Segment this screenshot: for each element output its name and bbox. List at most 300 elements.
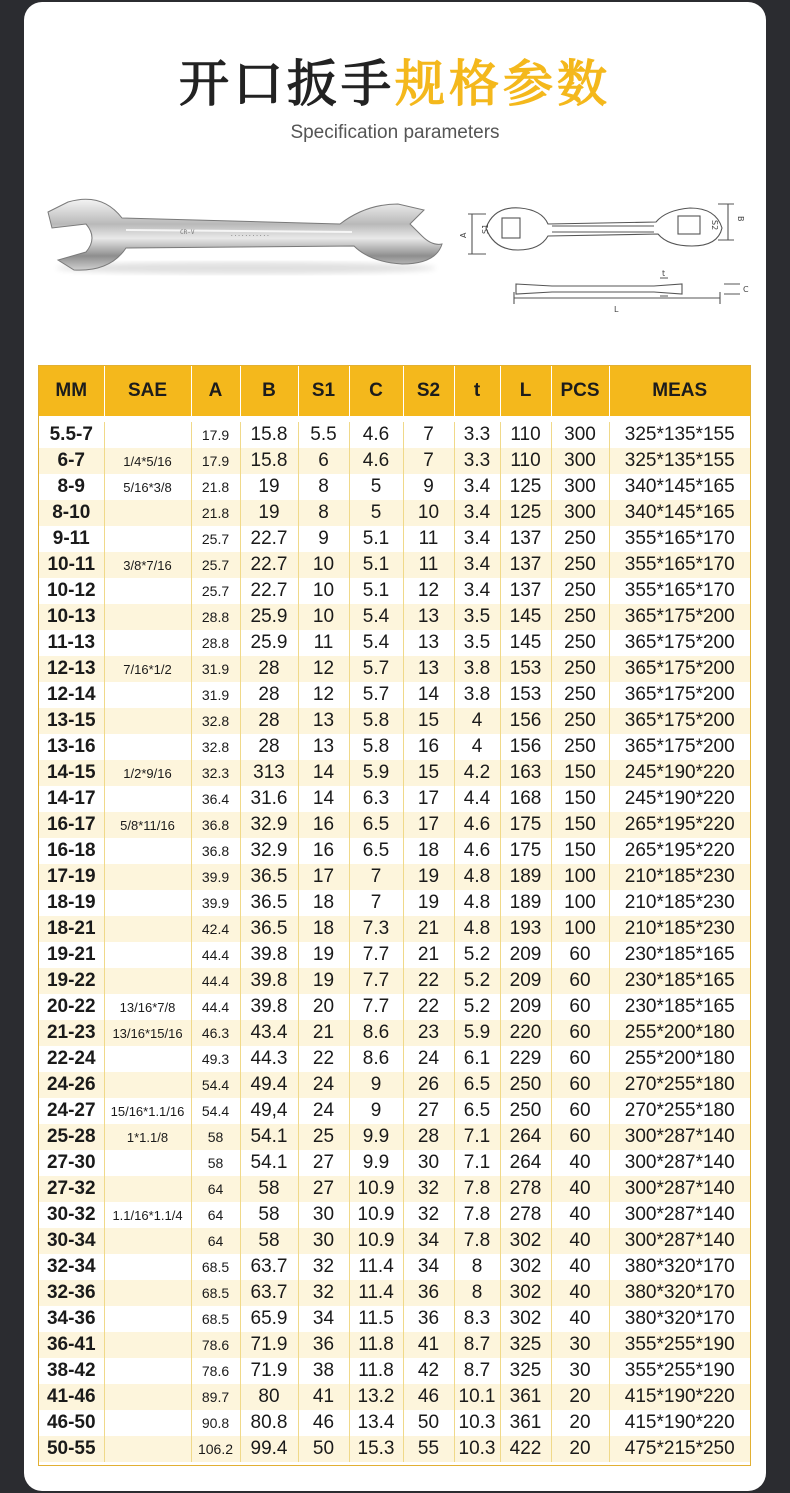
cell-l: 175 bbox=[500, 838, 551, 864]
cell-s2: 7 bbox=[403, 448, 454, 474]
cell-c: 9.9 bbox=[349, 1150, 403, 1176]
cell-t: 8.3 bbox=[454, 1306, 500, 1332]
cell-s2: 24 bbox=[403, 1046, 454, 1072]
cell-l: 302 bbox=[500, 1228, 551, 1254]
cell-a: 64 bbox=[191, 1176, 240, 1202]
cell-b: 31.6 bbox=[240, 786, 298, 812]
cell-t: 3.5 bbox=[454, 630, 500, 656]
cell-mm: 6-7 bbox=[39, 448, 104, 474]
cell-pcs: 30 bbox=[551, 1358, 609, 1384]
cell-sae bbox=[104, 422, 191, 448]
cell-t: 6.1 bbox=[454, 1046, 500, 1072]
cell-c: 9 bbox=[349, 1072, 403, 1098]
cell-mm: 21-23 bbox=[39, 1020, 104, 1046]
cell-l: 189 bbox=[500, 864, 551, 890]
cell-pcs: 100 bbox=[551, 864, 609, 890]
cell-sae bbox=[104, 890, 191, 916]
cell-sae bbox=[104, 1254, 191, 1280]
cell-mm: 10-13 bbox=[39, 604, 104, 630]
cell-b: 28 bbox=[240, 656, 298, 682]
cell-sae bbox=[104, 1280, 191, 1306]
cell-mm: 13-15 bbox=[39, 708, 104, 734]
cell-pcs: 60 bbox=[551, 1098, 609, 1124]
cell-c: 13.2 bbox=[349, 1384, 403, 1410]
table-row bbox=[39, 1306, 750, 1332]
cell-l: 175 bbox=[500, 812, 551, 838]
cell-l: 325 bbox=[500, 1358, 551, 1384]
cell-c: 5 bbox=[349, 500, 403, 526]
cell-sae bbox=[104, 968, 191, 994]
cell-c: 5.9 bbox=[349, 760, 403, 786]
cell-s1: 16 bbox=[298, 812, 349, 838]
cell-s1: 10 bbox=[298, 604, 349, 630]
cell-meas: 415*190*220 bbox=[609, 1410, 750, 1436]
cell-s1: 14 bbox=[298, 786, 349, 812]
cell-t: 3.8 bbox=[454, 682, 500, 708]
cell-s1: 30 bbox=[298, 1228, 349, 1254]
cell-s2: 13 bbox=[403, 656, 454, 682]
cell-meas: 230*185*165 bbox=[609, 994, 750, 1020]
cell-s1: 8 bbox=[298, 474, 349, 500]
cell-mm: 22-24 bbox=[46, 1048, 96, 1069]
cell-mm: 9-11 bbox=[52, 528, 90, 549]
cell-mm: 19-21 bbox=[46, 944, 96, 965]
cell-s1: 18 bbox=[298, 916, 349, 942]
cell-b: 39.8 bbox=[240, 942, 298, 968]
cell-b: 71.9 bbox=[240, 1358, 298, 1384]
dim-label-s2: S2 bbox=[710, 220, 719, 231]
table-row bbox=[39, 1384, 750, 1410]
cell-s2: 22 bbox=[403, 968, 454, 994]
cell-sae bbox=[104, 1046, 191, 1072]
cell-a: 32.8 bbox=[191, 734, 240, 760]
cell-meas: 325*135*155 bbox=[609, 448, 750, 474]
cell-s1: 27 bbox=[298, 1150, 349, 1176]
cell-sae bbox=[104, 1436, 191, 1462]
cell-meas: 365*175*200 bbox=[609, 604, 750, 630]
cell-a: 44.4 bbox=[191, 968, 240, 994]
cell-t: 4.6 bbox=[454, 812, 500, 838]
cell-meas: 265*195*220 bbox=[609, 812, 750, 838]
cell-meas: 300*287*140 bbox=[609, 1150, 750, 1176]
cell-t: 4.4 bbox=[454, 786, 500, 812]
cell-a: 42.4 bbox=[191, 916, 240, 942]
cell-sae: 5/8*11/16 bbox=[104, 812, 191, 838]
cell-s2: 9 bbox=[403, 474, 454, 500]
dim-label-b: B bbox=[736, 216, 745, 222]
cell-t: 8.7 bbox=[454, 1332, 500, 1358]
table-row bbox=[39, 786, 750, 812]
cell-s2: 19 bbox=[403, 890, 454, 916]
cell-t: 3.4 bbox=[454, 474, 500, 500]
cell-s2: 22 bbox=[403, 994, 454, 1020]
cell-c: 10.9 bbox=[349, 1176, 403, 1202]
cell-c: 5 bbox=[349, 474, 403, 500]
cell-a: 64 bbox=[191, 1202, 240, 1228]
cell-c: 7.7 bbox=[349, 968, 403, 994]
cell-c: 10.9 bbox=[349, 1228, 403, 1254]
cell-pcs: 60 bbox=[551, 994, 609, 1020]
cell-s1: 13 bbox=[298, 734, 349, 760]
header-mm: MM bbox=[39, 366, 104, 416]
cell-b: 58 bbox=[240, 1202, 298, 1228]
cell-pcs: 150 bbox=[551, 838, 609, 864]
cell-pcs: 20 bbox=[551, 1410, 609, 1436]
table-row bbox=[39, 1358, 750, 1384]
cell-s1: 19 bbox=[298, 968, 349, 994]
cell-c: 7.3 bbox=[349, 916, 403, 942]
cell-c: 5.1 bbox=[349, 552, 403, 578]
cell-c: 6.3 bbox=[349, 786, 403, 812]
cell-s1: 14 bbox=[298, 760, 349, 786]
table-row bbox=[39, 604, 750, 630]
cell-l: 193 bbox=[500, 916, 551, 942]
cell-meas: 300*287*140 bbox=[609, 1124, 750, 1150]
cell-b: 19 bbox=[240, 474, 298, 500]
cell-pcs: 30 bbox=[551, 1332, 609, 1358]
cell-s1: 34 bbox=[298, 1306, 349, 1332]
cell-sae bbox=[104, 526, 191, 552]
cell-pcs: 150 bbox=[551, 786, 609, 812]
table-row bbox=[39, 500, 750, 526]
cell-b: 25.9 bbox=[240, 630, 298, 656]
table-row bbox=[39, 1410, 750, 1436]
cell-b: 49.4 bbox=[240, 1072, 298, 1098]
cell-l: 278 bbox=[500, 1202, 551, 1228]
cell-b: 36.5 bbox=[240, 890, 298, 916]
cell-a: 78.6 bbox=[191, 1332, 240, 1358]
cell-mm: 30-34 bbox=[39, 1228, 104, 1254]
cell-t: 3.8 bbox=[454, 656, 500, 682]
cell-l: 422 bbox=[500, 1436, 551, 1462]
table-row bbox=[39, 526, 750, 552]
cell-meas: 365*175*200 bbox=[609, 734, 750, 760]
cell-a: 17.9 bbox=[191, 448, 240, 474]
cell-a: 36.4 bbox=[191, 786, 240, 812]
cell-sae bbox=[104, 1150, 191, 1176]
cell-c: 7.7 bbox=[349, 994, 403, 1020]
cell-b: 99.4 bbox=[240, 1436, 298, 1462]
table-row bbox=[39, 760, 750, 786]
cell-b: 28 bbox=[240, 734, 298, 760]
cell-s1: 10 bbox=[298, 578, 349, 604]
cell-sae: 1/2*9/16 bbox=[104, 760, 191, 786]
cell-mm: 8-9 bbox=[57, 476, 85, 497]
cell-s1: 8 bbox=[298, 500, 349, 526]
cell-t: 3.4 bbox=[454, 552, 500, 578]
cell-c: 4.6 bbox=[349, 448, 403, 474]
cell-t: 7.8 bbox=[454, 1202, 500, 1228]
table-body bbox=[39, 416, 750, 1462]
cell-s1: 38 bbox=[298, 1358, 349, 1384]
svg-text:...........: ........... bbox=[230, 231, 270, 238]
cell-a: 36.8 bbox=[191, 812, 240, 838]
cell-l: 264 bbox=[500, 1150, 551, 1176]
header-l: L bbox=[500, 366, 551, 416]
cell-meas: 210*185*230 bbox=[609, 864, 750, 890]
dim-label-l: L bbox=[614, 305, 619, 314]
table-row bbox=[39, 734, 750, 760]
cell-s1: 18 bbox=[298, 890, 349, 916]
cell-b: 22.7 bbox=[240, 578, 298, 604]
cell-a: 78.6 bbox=[191, 1358, 240, 1384]
cell-t: 4 bbox=[454, 734, 500, 760]
cell-s2: 46 bbox=[403, 1384, 454, 1410]
cell-l: 137 bbox=[500, 578, 551, 604]
cell-s1: 24 bbox=[298, 1098, 349, 1124]
spec-table bbox=[39, 366, 750, 1462]
cell-a: 31.9 bbox=[191, 656, 240, 682]
cell-c: 11.8 bbox=[349, 1332, 403, 1358]
cell-l: 137 bbox=[500, 552, 551, 578]
table-row bbox=[39, 812, 750, 838]
cell-meas: 340*145*165 bbox=[609, 474, 750, 500]
table-row bbox=[39, 942, 750, 968]
cell-sae bbox=[104, 500, 191, 526]
cell-mm: 18-21 bbox=[39, 916, 104, 942]
cell-l: 278 bbox=[500, 1176, 551, 1202]
cell-pcs: 60 bbox=[551, 1020, 609, 1046]
table-row bbox=[39, 1202, 750, 1228]
cell-sae bbox=[104, 682, 191, 708]
cell-a: 64 bbox=[191, 1228, 240, 1254]
cell-mm: 30-32 bbox=[46, 1204, 96, 1225]
header-c: C bbox=[349, 366, 403, 416]
cell-c: 5.1 bbox=[349, 578, 403, 604]
cell-a: 44.4 bbox=[191, 942, 240, 968]
cell-s1: 6 bbox=[298, 448, 349, 474]
table-row bbox=[39, 422, 750, 448]
cell-pcs: 40 bbox=[551, 1228, 609, 1254]
cell-t: 3.4 bbox=[454, 500, 500, 526]
cell-s2: 27 bbox=[403, 1098, 454, 1124]
table-row bbox=[39, 1150, 750, 1176]
cell-s2: 23 bbox=[403, 1020, 454, 1046]
cell-b: 32.9 bbox=[240, 838, 298, 864]
cell-a: 39.9 bbox=[191, 890, 240, 916]
cell-t: 5.2 bbox=[454, 968, 500, 994]
cell-mm: 27-32 bbox=[39, 1176, 104, 1202]
cell-c: 7 bbox=[349, 864, 403, 890]
cell-t: 3.4 bbox=[454, 578, 500, 604]
cell-b: 39.8 bbox=[240, 994, 298, 1020]
cell-c: 5.1 bbox=[349, 526, 403, 552]
cell-b: 54.1 bbox=[240, 1124, 298, 1150]
cell-sae bbox=[104, 864, 191, 890]
cell-a: 17.9 bbox=[191, 422, 240, 448]
cell-b: 63.7 bbox=[240, 1254, 298, 1280]
table-row bbox=[39, 994, 750, 1020]
cell-s2: 26 bbox=[403, 1072, 454, 1098]
cell-sae bbox=[104, 708, 191, 734]
cell-a: 44.4 bbox=[191, 994, 240, 1020]
table-row bbox=[39, 1254, 750, 1280]
cell-s2: 55 bbox=[403, 1436, 454, 1462]
cell-a: 32.3 bbox=[191, 760, 240, 786]
cell-mm: 32-36 bbox=[39, 1280, 104, 1306]
cell-mm: 13-16 bbox=[46, 736, 96, 757]
cell-t: 7.1 bbox=[454, 1124, 500, 1150]
cell-s1: 41 bbox=[298, 1384, 349, 1410]
cell-b: 313 bbox=[240, 760, 298, 786]
cell-sae: 13/16*15/16 bbox=[104, 1020, 191, 1046]
cell-mm: 14-17 bbox=[46, 788, 96, 809]
cell-a: 25.7 bbox=[191, 526, 240, 552]
cell-s1: 36 bbox=[298, 1332, 349, 1358]
cell-b: 28 bbox=[240, 708, 298, 734]
cell-mm: 5.5-7 bbox=[49, 424, 93, 445]
cell-t: 3.3 bbox=[454, 448, 500, 474]
cell-b: 71.9 bbox=[240, 1332, 298, 1358]
header-b: B bbox=[240, 366, 298, 416]
cell-t: 8 bbox=[454, 1280, 500, 1306]
cell-s2: 14 bbox=[403, 682, 454, 708]
cell-pcs: 250 bbox=[551, 552, 609, 578]
cell-pcs: 40 bbox=[551, 1306, 609, 1332]
cell-sae bbox=[104, 1358, 191, 1384]
cell-l: 163 bbox=[500, 760, 551, 786]
cell-meas: 380*320*170 bbox=[609, 1306, 750, 1332]
cell-meas: 270*255*180 bbox=[609, 1098, 750, 1124]
cell-t: 8.7 bbox=[454, 1358, 500, 1384]
cell-pcs: 40 bbox=[551, 1202, 609, 1228]
cell-b: 43.4 bbox=[240, 1020, 298, 1046]
table-row bbox=[39, 1176, 750, 1202]
cell-s1: 46 bbox=[298, 1410, 349, 1436]
cell-t: 8 bbox=[454, 1254, 500, 1280]
table-row bbox=[39, 1124, 750, 1150]
cell-meas: 210*185*230 bbox=[609, 890, 750, 916]
cell-sae bbox=[104, 786, 191, 812]
cell-s2: 41 bbox=[403, 1332, 454, 1358]
cell-pcs: 60 bbox=[551, 942, 609, 968]
cell-t: 5.9 bbox=[454, 1020, 500, 1046]
cell-c: 5.8 bbox=[349, 708, 403, 734]
cell-l: 250 bbox=[500, 1098, 551, 1124]
cell-t: 6.5 bbox=[454, 1072, 500, 1098]
cell-s1: 19 bbox=[298, 942, 349, 968]
cell-s1: 30 bbox=[298, 1202, 349, 1228]
cell-s2: 19 bbox=[403, 864, 454, 890]
cell-a: 25.7 bbox=[191, 578, 240, 604]
cell-sae bbox=[104, 942, 191, 968]
table-row bbox=[39, 1072, 750, 1098]
cell-b: 58 bbox=[240, 1228, 298, 1254]
cell-l: 110 bbox=[500, 448, 551, 474]
cell-s2: 17 bbox=[403, 786, 454, 812]
cell-l: 220 bbox=[500, 1020, 551, 1046]
cell-c: 13.4 bbox=[349, 1410, 403, 1436]
cell-sae: 1.1/16*1.1/4 bbox=[104, 1202, 191, 1228]
cell-pcs: 250 bbox=[551, 578, 609, 604]
cell-b: 65.9 bbox=[240, 1306, 298, 1332]
cell-s1: 24 bbox=[298, 1072, 349, 1098]
cell-b: 80.8 bbox=[240, 1410, 298, 1436]
cell-t: 10.1 bbox=[454, 1384, 500, 1410]
cell-s2: 15 bbox=[403, 760, 454, 786]
cell-mm: 16-18 bbox=[46, 840, 96, 861]
table-header-row bbox=[39, 366, 750, 416]
table-row bbox=[39, 1280, 750, 1306]
cell-meas: 340*145*165 bbox=[609, 500, 750, 526]
cell-l: 325 bbox=[500, 1332, 551, 1358]
cell-sae: 3/8*7/16 bbox=[104, 552, 191, 578]
cell-sae bbox=[104, 734, 191, 760]
table-row bbox=[39, 890, 750, 916]
cell-pcs: 250 bbox=[551, 630, 609, 656]
cell-t: 3.3 bbox=[454, 422, 500, 448]
cell-b: 28 bbox=[240, 682, 298, 708]
header-t: t bbox=[454, 366, 500, 416]
cell-s2: 36 bbox=[403, 1280, 454, 1306]
dim-label-t: t bbox=[662, 269, 666, 278]
cell-meas: 255*200*180 bbox=[609, 1020, 750, 1046]
cell-a: 106.2 bbox=[191, 1436, 240, 1462]
cell-s1: 5.5 bbox=[298, 422, 349, 448]
cell-a: 68.5 bbox=[191, 1254, 240, 1280]
cell-a: 39.9 bbox=[191, 864, 240, 890]
cell-c: 11.4 bbox=[349, 1254, 403, 1280]
spec-card bbox=[24, 2, 766, 1491]
cell-a: 28.8 bbox=[191, 630, 240, 656]
cell-pcs: 40 bbox=[551, 1254, 609, 1280]
cell-s1: 20 bbox=[298, 994, 349, 1020]
cell-c: 5.8 bbox=[349, 734, 403, 760]
cell-sae bbox=[104, 916, 191, 942]
cell-s2: 36 bbox=[403, 1306, 454, 1332]
cell-meas: 355*255*190 bbox=[609, 1332, 750, 1358]
cell-meas: 415*190*220 bbox=[609, 1384, 750, 1410]
cell-c: 10.9 bbox=[349, 1202, 403, 1228]
cell-mm: 41-46 bbox=[39, 1384, 104, 1410]
cell-c: 8.6 bbox=[349, 1020, 403, 1046]
cell-meas: 365*175*200 bbox=[609, 682, 750, 708]
header-pcs: PCS bbox=[551, 366, 609, 416]
table-row bbox=[39, 682, 750, 708]
cell-s2: 7 bbox=[403, 422, 454, 448]
cell-t: 4.8 bbox=[454, 890, 500, 916]
cell-b: 44.3 bbox=[240, 1046, 298, 1072]
wrench-dimension-diagram bbox=[456, 188, 756, 322]
cell-meas: 230*185*165 bbox=[609, 942, 750, 968]
cell-pcs: 150 bbox=[551, 760, 609, 786]
cell-t: 4.6 bbox=[454, 838, 500, 864]
cell-c: 7.7 bbox=[349, 942, 403, 968]
cell-sae bbox=[104, 1332, 191, 1358]
cell-t: 4.2 bbox=[454, 760, 500, 786]
cell-b: 54.1 bbox=[240, 1150, 298, 1176]
cell-mm: 24-26 bbox=[39, 1072, 104, 1098]
cell-l: 361 bbox=[500, 1384, 551, 1410]
cell-mm: 12-14 bbox=[46, 684, 96, 705]
cell-a: 68.5 bbox=[191, 1306, 240, 1332]
cell-s2: 32 bbox=[403, 1202, 454, 1228]
table-row bbox=[39, 448, 750, 474]
cell-c: 5.4 bbox=[349, 630, 403, 656]
cell-s2: 32 bbox=[403, 1176, 454, 1202]
cell-s1: 13 bbox=[298, 708, 349, 734]
header-meas: MEAS bbox=[609, 366, 750, 416]
cell-sae bbox=[104, 838, 191, 864]
cell-s2: 11 bbox=[403, 526, 454, 552]
cell-c: 11.8 bbox=[349, 1358, 403, 1384]
cell-c: 6.5 bbox=[349, 838, 403, 864]
cell-s1: 25 bbox=[298, 1124, 349, 1150]
title-part2: 规格参数 bbox=[395, 55, 611, 113]
cell-c: 7 bbox=[349, 890, 403, 916]
cell-l: 209 bbox=[500, 994, 551, 1020]
cell-sae: 7/16*1/2 bbox=[104, 656, 191, 682]
